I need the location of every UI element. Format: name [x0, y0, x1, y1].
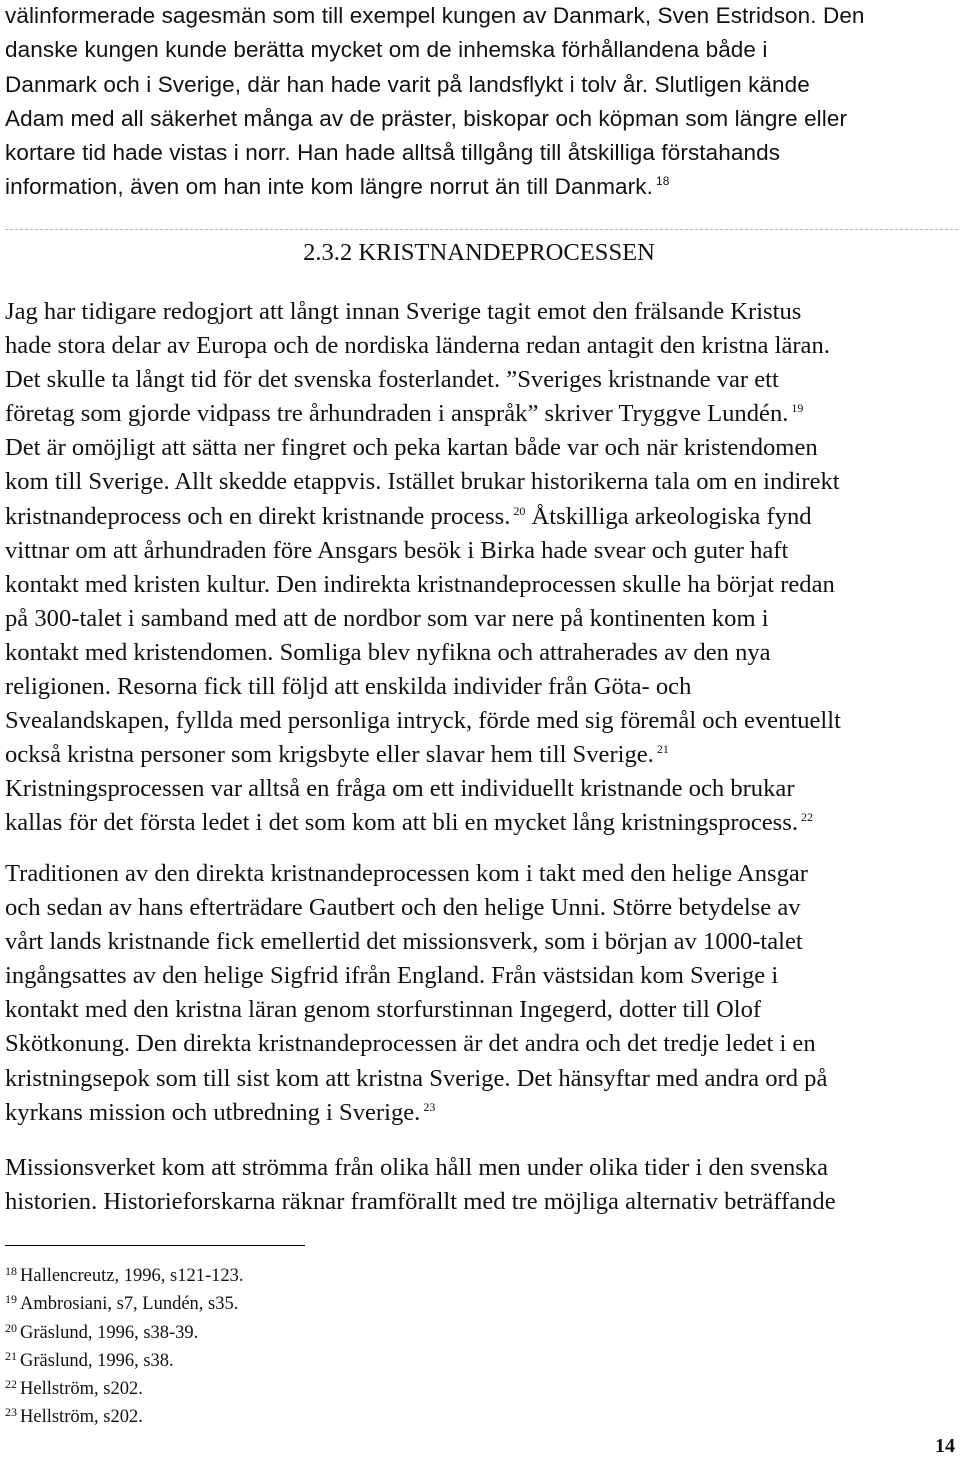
footnote-number: 22: [5, 1377, 17, 1392]
paragraph-line: [5, 1027, 955, 1061]
paragraph-line: [5, 397, 955, 431]
paragraph-line: [5, 857, 955, 891]
paragraph-line: [5, 534, 955, 568]
footnote-item: [5, 1262, 243, 1290]
paragraph-line-text: Traditionen av den direkta kristnandeprocessen kom i takt med den helige Ansgar: [5, 860, 808, 887]
footnote-ref[interactable]: 19: [791, 401, 804, 416]
footnote-ref[interactable]: 21: [656, 742, 669, 757]
footnote-ref[interactable]: 18: [655, 174, 670, 189]
paragraph-line: [5, 500, 955, 534]
paragraph-line-text: Svealandskapen, fyllda med personliga intryck, förde med sig föremål och eventuellt: [5, 707, 841, 735]
paragraph-line: [5, 704, 955, 738]
paragraph-line: [5, 670, 955, 704]
paragraph-line: [5, 993, 955, 1027]
paragraph-1: [5, 295, 955, 841]
footnote-ref[interactable]: 23: [423, 1099, 436, 1114]
paragraph-line: [5, 363, 955, 397]
paragraph-line-text: ingångsattes av den helige Sigfrid ifrån England. Från västsidan kom Sverige i: [5, 962, 779, 990]
paragraph-line: [5, 465, 955, 499]
paragraph-2: [5, 857, 955, 1130]
footnote-item: [5, 1319, 243, 1347]
paragraph-line-text: Kristningsprocessen var alltså en fråga om ett individuellt kristnande och brukar: [5, 775, 795, 803]
footnote-text: Hellström, s202.: [20, 1379, 143, 1400]
paragraph-line-text: kallas för det första ledet i det som kom att bli en mycket lång kristningsprocess.: [5, 809, 798, 837]
paragraph-line-text: Jag har tidigare redogjort att långt innan Sverige tagit emot den frälsande Kristus: [5, 298, 802, 325]
paragraph-line: Adam med all säkerhet många av de präster, biskopar och köpman som längre eller: [5, 105, 848, 131]
paragraph-line-text: kontakt med kristen kultur. Den indirekta kristnandeprocessen skulle ha börjat redan: [5, 570, 835, 598]
paragraph-line-text: information, även om han inte kom längre norrut än till Danmark.: [5, 174, 653, 200]
footnote-text: Hallencreutz, 1996, s121-123.: [20, 1266, 244, 1286]
paragraph-line-text: historien. Historieforskarna räknar framförallt med tre möjliga alternativ beträffande: [5, 1188, 836, 1216]
footnotes-list: [5, 1262, 243, 1432]
footnote-text: Ambrosiani, s7, Lundén, s35.: [20, 1294, 239, 1315]
footnote-number: 18: [5, 1264, 17, 1278]
paragraph-line: [5, 1151, 955, 1185]
footnote-ref[interactable]: 20: [513, 503, 526, 518]
section-heading-text: 2.3.2 KRISTNANDEPROCESSEN: [303, 239, 655, 266]
page-number: 14: [935, 1435, 955, 1457]
footnote-text: Hellström, s202.: [20, 1407, 143, 1428]
footnote-number: 21: [5, 1348, 17, 1363]
footnote-number: 19: [5, 1292, 17, 1307]
paragraph-line: [5, 772, 955, 806]
paragraph-line-text: kontakt med den kristna läran genom storfurstinnan Ingegerd, dotter till Olof: [5, 996, 762, 1024]
paragraph-line-text: vittnar om att århundraden före Ansgars besök i Birka hade svear och guter haft: [5, 536, 789, 564]
footnote-text: Gräslund, 1996, s38.: [20, 1350, 174, 1371]
paragraph-line-text: Det är omöjligt att sätta ner fingret och peka kartan både var och när kristendomen: [5, 434, 818, 462]
paragraph-line: [5, 329, 955, 363]
footnote-item: [5, 1290, 243, 1318]
paragraph-line-text: kristnandeprocess och en direkt kristnande process.: [5, 502, 511, 530]
paragraph-line-text: vårt lands kristnande fick emellertid det missionsverk, som i början av 1000-talet: [5, 928, 803, 956]
paragraph-line: danske kungen kunde berätta mycket om de inhemska förhållandena både i: [5, 37, 768, 63]
paragraph-line-text: kontakt med kristendomen. Somliga blev nyfikna och attraherades av den nya: [5, 638, 771, 666]
paragraph-line-text: Skötkonung. Den direkta kristnandeprocessen är det andra och det tredje ledet i en: [5, 1030, 816, 1058]
paragraph-line: [5, 959, 955, 993]
paragraph-line: [5, 738, 955, 772]
paragraph-line: kortare tid hade vistas i norr. Han hade alltså tillgång till åtskilliga förstahands: [5, 140, 781, 166]
paragraph-line: Danmark och i Sverige, där han hade varit på landsflykt i tolv år. Slutligen kände: [5, 71, 810, 97]
paragraph-line-text: religionen. Resorna fick till följd att enskilda individer från Göta- och: [5, 673, 692, 701]
footnote-text: Gräslund, 1996, s38-39.: [20, 1322, 199, 1343]
paragraph-line-text: hade stora delar av Europa och de nordiska länderna redan antagit den kristna läran.: [5, 332, 830, 360]
paragraph-line-text: företag som gjorde vidpass tre århundraden i anspråk” skriver Tryggve Lundén.: [5, 400, 789, 428]
paragraph-line-last: [5, 170, 955, 204]
paragraph-line-text: kom till Sverige. Allt skedde etappvis. Istället brukar historikerna tala om en indirekt: [5, 468, 840, 496]
footnote-item: [5, 1375, 243, 1403]
paragraph-line: [5, 602, 955, 636]
section-divider: [5, 229, 958, 230]
paragraph-line-text: kristningsepok som till sist kom att kristna Sverige. Det hänsyftar med andra ord på: [5, 1064, 828, 1092]
paragraph-line: [5, 806, 955, 840]
footnote-item: [5, 1347, 243, 1375]
paragraph-line-text: Åtskilliga arkeologiska fynd: [525, 502, 812, 530]
paragraph-line: [5, 1096, 955, 1130]
section-heading: [0, 236, 960, 270]
paragraph-line-text: också kristna personer som krigsbyte eller slavar hem till Sverige.: [5, 741, 654, 769]
footnote-ref[interactable]: 22: [800, 810, 813, 825]
paragraph-line-text: kyrkans mission och utbredning i Sverige.: [5, 1098, 421, 1126]
footnote-number: 23: [5, 1405, 17, 1420]
paragraph-line: [5, 1185, 955, 1219]
paragraph-line-text: Det skulle ta långt tid för det svenska fosterlandet. ”Sveriges kristnande var ett: [5, 366, 779, 394]
paragraph-line: [5, 1062, 955, 1096]
paragraph-line-text: Missionsverket kom att strömma från olika håll men under olika tider i den svenska: [5, 1154, 829, 1181]
paragraph-3: [5, 1151, 955, 1219]
paragraph-line: välinformerade sagesmän som till exempel kungen av Danmark, Sven Estridson. Den: [5, 3, 865, 28]
paragraph-line: [5, 431, 955, 465]
footnote-separator: [5, 1245, 305, 1246]
paragraph-line-text: och sedan av hans efterträdare Gautbert och den helige Unni. Större betydelse av: [5, 894, 801, 922]
paragraph-line: [5, 891, 955, 925]
paragraph-line: [5, 636, 955, 670]
footnote-item: [5, 1403, 243, 1431]
footnote-number: 20: [5, 1320, 17, 1335]
paragraph-line: [5, 925, 955, 959]
paragraph-line: [5, 568, 955, 602]
paragraph-line: [5, 295, 955, 329]
paragraph-top: [5, 0, 955, 205]
paragraph-line-text: på 300-talet i samband med att de nordbor som var nere på kontinenten kom i: [5, 604, 769, 632]
